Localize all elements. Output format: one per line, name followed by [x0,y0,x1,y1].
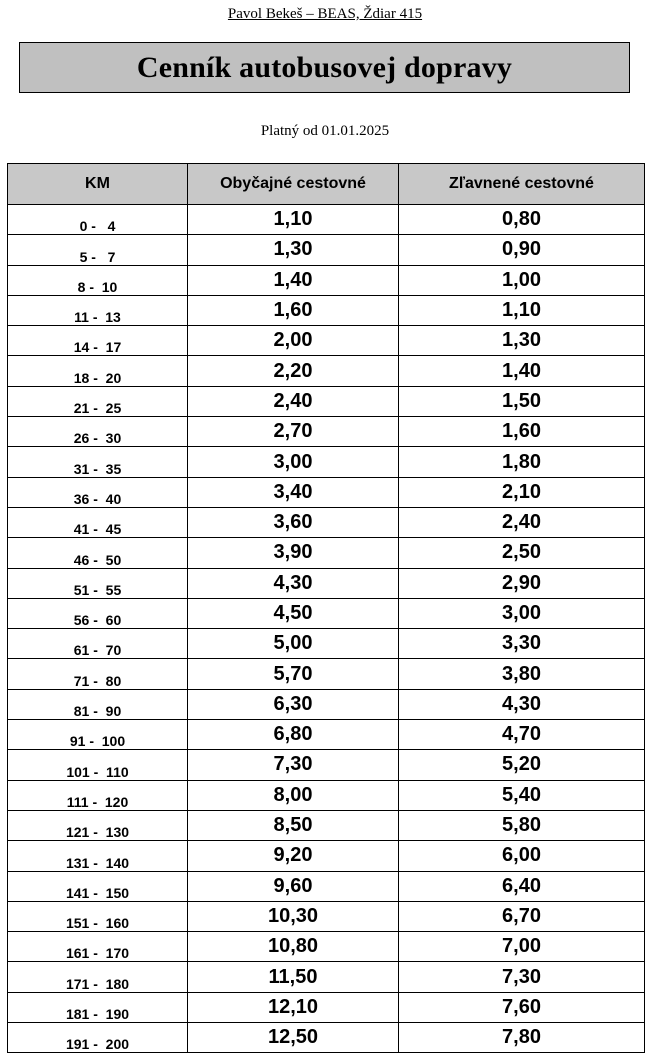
reduced-fare: 5,20 [399,750,645,780]
reduced-fare: 4,30 [399,689,645,719]
table-row [8,538,645,568]
km-range-cell [8,598,188,628]
table-row [8,659,645,689]
table-row [8,629,645,659]
reduced-fare: 1,50 [399,386,645,416]
regular-fare: 1,30 [188,235,399,265]
km-range-cell [8,477,188,507]
regular-fare: 9,60 [188,871,399,901]
km-range-cell [8,780,188,810]
km-range: 181 - 190 [65,1006,130,1023]
km-range: 161 - 170 [65,945,130,962]
km-range: 11 - 13 [74,309,121,326]
regular-fare: 3,40 [188,477,399,507]
km-range-cell [8,235,188,265]
km-range-cell [8,932,188,962]
km-range-cell [8,750,188,780]
regular-fare: 11,50 [188,962,399,992]
regular-fare: 3,00 [188,447,399,477]
km-range-cell [8,659,188,689]
reduced-fare: 6,00 [399,841,645,871]
reduced-fare: 1,30 [399,326,645,356]
km-range-cell [8,962,188,992]
table-row [8,720,645,750]
table-header-row [8,164,645,205]
km-range: 171 - 180 [65,975,130,992]
regular-fare: 2,70 [188,417,399,447]
table-row [8,932,645,962]
regular-fare: 1,40 [188,265,399,295]
table-row [8,598,645,628]
regular-fare: 5,00 [188,629,399,659]
reduced-fare: 5,80 [399,810,645,840]
regular-fare: 3,60 [188,507,399,537]
reduced-fare: 0,80 [399,205,645,235]
km-range: 36 - 40 [73,490,122,507]
reduced-fare: 2,40 [399,507,645,537]
reduced-fare: 5,40 [399,780,645,810]
km-range-cell [8,841,188,871]
km-range: 141 - 150 [65,884,130,901]
km-range-cell [8,720,188,750]
regular-fare: 2,20 [188,356,399,386]
km-range-cell [8,326,188,356]
reduced-fare: 3,00 [399,598,645,628]
km-range-cell [8,356,188,386]
table-row [8,780,645,810]
column-header-reduced-fare: Zľavnené cestovné [399,164,645,205]
price-table-body [8,205,645,1053]
regular-fare: 10,80 [188,932,399,962]
km-range: 56 - 60 [73,612,122,629]
km-range: 5 - 7 [79,248,116,265]
km-range-cell [8,265,188,295]
km-range: 26 - 30 [73,430,122,447]
km-range: 111 - 120 [66,793,129,810]
table-row [8,205,645,235]
km-range: 71 - 80 [73,672,122,689]
title-box [19,42,630,93]
table-row [8,295,645,325]
regular-fare: 5,70 [188,659,399,689]
km-range-cell [8,447,188,477]
column-header-regular-fare: Obyčajné cestovné [188,164,399,205]
reduced-fare: 7,30 [399,962,645,992]
km-range: 21 - 25 [73,400,122,417]
table-row [8,235,645,265]
column-header-km: KM [8,164,188,205]
km-range: 51 - 55 [73,581,122,598]
table-row [8,417,645,447]
km-range: 46 - 50 [73,551,122,568]
table-row [8,356,645,386]
km-range-cell [8,871,188,901]
table-row [8,477,645,507]
reduced-fare: 1,60 [399,417,645,447]
regular-fare: 1,10 [188,205,399,235]
regular-fare: 8,50 [188,810,399,840]
reduced-fare: 7,60 [399,992,645,1022]
regular-fare: 12,50 [188,1023,399,1053]
regular-fare: 10,30 [188,901,399,931]
km-range-cell [8,689,188,719]
operator-header: Pavol Bekeš – BEAS, Ždiar 415 [227,6,423,22]
table-row [8,841,645,871]
regular-fare: 1,60 [188,295,399,325]
table-row [8,871,645,901]
table-row [8,568,645,598]
regular-fare: 9,20 [188,841,399,871]
reduced-fare: 2,10 [399,477,645,507]
table-row [8,1023,645,1053]
km-range: 191 - 200 [65,1036,130,1053]
table-row [8,507,645,537]
regular-fare: 8,00 [188,780,399,810]
km-range-cell [8,205,188,235]
reduced-fare: 3,30 [399,629,645,659]
km-range-cell [8,629,188,659]
km-range: 81 - 90 [73,703,122,720]
regular-fare: 3,90 [188,538,399,568]
reduced-fare: 2,90 [399,568,645,598]
km-range: 8 - 10 [77,278,118,295]
km-range-cell [8,538,188,568]
regular-fare: 6,80 [188,720,399,750]
km-range-cell [8,901,188,931]
regular-fare: 4,50 [188,598,399,628]
table-row [8,901,645,931]
table-row [8,447,645,477]
regular-fare: 2,40 [188,386,399,416]
km-range-cell [8,1023,188,1053]
km-range-cell [8,386,188,416]
reduced-fare: 7,80 [399,1023,645,1053]
table-row [8,962,645,992]
km-range: 131 - 140 [65,854,130,871]
km-range: 101 - 110 [66,763,129,780]
price-table [7,163,645,1053]
reduced-fare: 0,90 [399,235,645,265]
reduced-fare: 1,80 [399,447,645,477]
km-range-cell [8,992,188,1022]
table-row [8,326,645,356]
table-row [8,992,645,1022]
reduced-fare: 3,80 [399,659,645,689]
reduced-fare: 1,10 [399,295,645,325]
km-range-cell [8,507,188,537]
reduced-fare: 6,70 [399,901,645,931]
km-range: 0 - 4 [79,218,116,235]
page-title: Cenník autobusovej dopravy [136,50,513,84]
table-row [8,265,645,295]
km-range: 18 - 20 [73,369,122,386]
reduced-fare: 4,70 [399,720,645,750]
table-row [8,750,645,780]
regular-fare: 4,30 [188,568,399,598]
table-row [8,810,645,840]
regular-fare: 2,00 [188,326,399,356]
reduced-fare: 7,00 [399,932,645,962]
km-range: 31 - 35 [73,460,122,477]
km-range-cell [8,810,188,840]
km-range: 61 - 70 [73,642,122,659]
reduced-fare: 2,50 [399,538,645,568]
table-row [8,386,645,416]
km-range-cell [8,295,188,325]
reduced-fare: 1,40 [399,356,645,386]
table-row [8,689,645,719]
km-range-cell [8,417,188,447]
validity-date: Platný od 01.01.2025 [260,123,390,139]
km-range-cell [8,568,188,598]
reduced-fare: 6,40 [399,871,645,901]
km-range: 91 - 100 [69,733,126,750]
km-range: 14 - 17 [73,339,122,356]
regular-fare: 7,30 [188,750,399,780]
km-range: 41 - 45 [73,521,122,538]
km-range: 121 - 130 [65,824,130,841]
regular-fare: 12,10 [188,992,399,1022]
km-range: 151 - 160 [65,915,130,932]
reduced-fare: 1,00 [399,265,645,295]
regular-fare: 6,30 [188,689,399,719]
